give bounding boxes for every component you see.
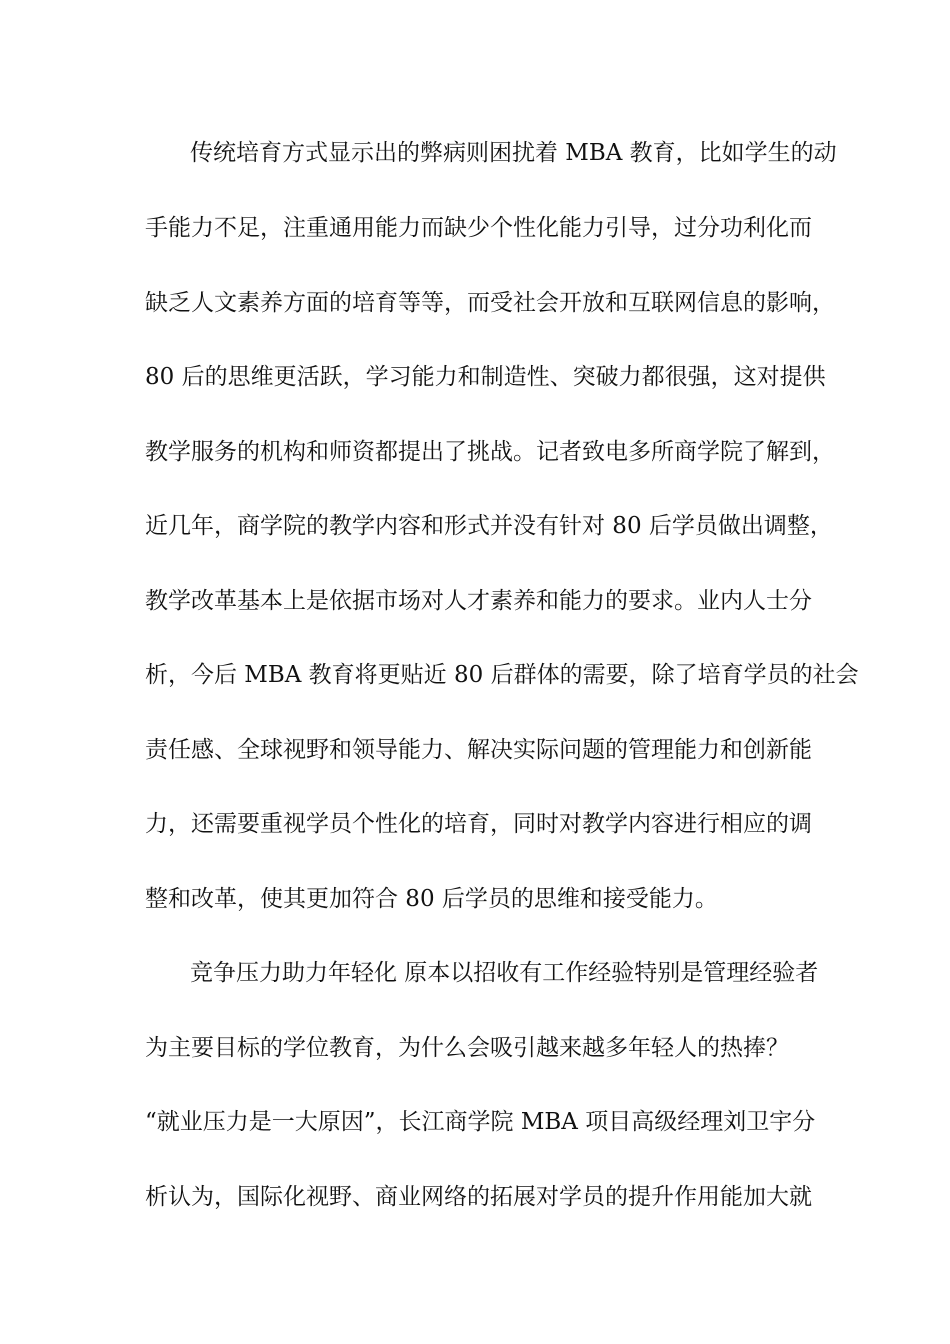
paragraph-1-line-4: 80 后的思维更活跃，学习能力和制造性、突破力都很强，这对提供 — [145, 364, 826, 390]
paragraph-1-line-5: 教学服务的机构和师资都提出了挑战。记者致电多所商学院了解到， — [145, 439, 835, 465]
paragraph-1-line-6: 近几年，商学院的教学内容和形式并没有针对 80 后学员做出调整， — [145, 513, 833, 539]
paragraph-2-line-4: 析认为，国际化视野、商业网络的拓展对学员的提升作用能加大就 — [145, 1184, 812, 1210]
paragraph-1-line-1: 传统培育方式显示出的弊病则困扰着 MBA 教育，比如学生的动 — [190, 140, 837, 166]
paragraph-2-line-3: “就业压力是一大原因”，长江商学院 MBA 项目高级经理刘卫宇分 — [145, 1109, 816, 1135]
paragraph-2-line-2: 为主要目标的学位教育，为什么会吸引越来越多年轻人的热捧？ — [145, 1035, 789, 1061]
paragraph-1-line-10: 力，还需要重视学员个性化的培育，同时对教学内容进行相应的调 — [145, 811, 812, 837]
paragraph-1-line-7: 教学改革基本上是依据市场对人才素养和能力的要求。业内人士分 — [145, 588, 812, 614]
paragraph-1-line-11: 整和改革，使其更加符合 80 后学员的思维和接受能力。 — [145, 886, 718, 912]
paragraph-1-line-2: 手能力不足，注重通用能力而缺少个性化能力引导，过分功利化而 — [145, 215, 812, 241]
paragraph-1-line-3: 缺乏人文素养方面的培育等等，而受社会开放和互联网信息的影响， — [145, 290, 835, 316]
paragraph-1-line-9: 责任感、全球视野和领导能力、解决实际问题的管理能力和创新能 — [145, 737, 812, 763]
paragraph-2-line-1: 竞争压力助力年轻化 原本以招收有工作经验特别是管理经验者 — [190, 960, 819, 986]
paragraph-1-line-8: 析，今后 MBA 教育将更贴近 80 后群体的需要，除了培育学员的社会 — [145, 662, 859, 688]
